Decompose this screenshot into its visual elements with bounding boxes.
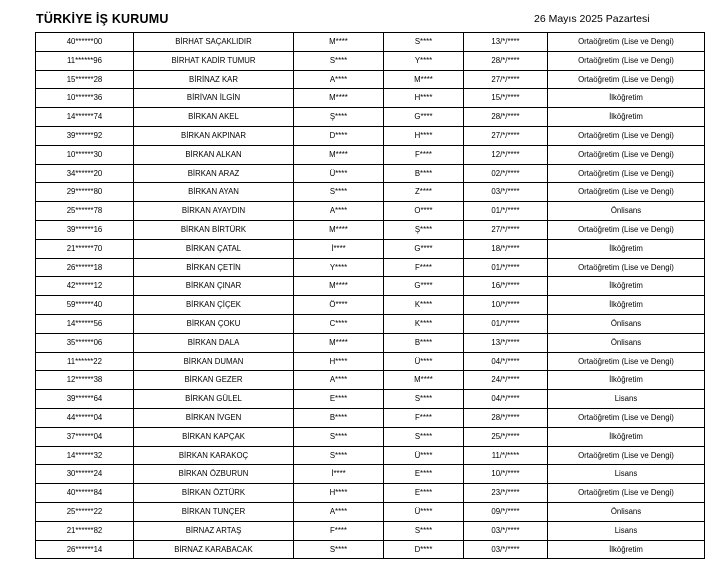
table-row <box>36 51 705 70</box>
education-cell: Ortaöğretim (Lise ve Dengi) <box>548 484 705 503</box>
birth-date-cell: 16/*/**** <box>464 277 548 296</box>
birth-date-cell: 25/*/**** <box>464 427 548 446</box>
birth-date-cell: 01/*/**** <box>464 258 548 277</box>
organization-title: TÜRKİYE İŞ KURUMU <box>36 12 169 26</box>
table-row <box>36 239 705 258</box>
birth-date-cell: 01/*/**** <box>464 314 548 333</box>
table-row <box>36 296 705 315</box>
full-name-cell: BİRKAN AKEL <box>134 108 294 127</box>
father-name-cell: M**** <box>384 371 464 390</box>
id-number-cell: 40******00 <box>36 33 134 52</box>
father-name-cell: F**** <box>384 258 464 277</box>
table-row <box>36 484 705 503</box>
full-name-cell: BİRKAN KARAKOÇ <box>134 446 294 465</box>
id-number-cell: 44******04 <box>36 408 134 427</box>
table-row <box>36 314 705 333</box>
birth-date-cell: 09/*/**** <box>464 502 548 521</box>
mother-name-cell: M**** <box>294 33 384 52</box>
father-name-cell: G**** <box>384 108 464 127</box>
mother-name-cell: İ**** <box>294 465 384 484</box>
father-name-cell: Ü**** <box>384 352 464 371</box>
id-number-cell: 40******84 <box>36 484 134 503</box>
full-name-cell: BİRKAN ÇETİN <box>134 258 294 277</box>
mother-name-cell: Ö**** <box>294 296 384 315</box>
birth-date-cell: 13/*/**** <box>464 333 548 352</box>
full-name-cell: BİRİNAZ KAR <box>134 70 294 89</box>
id-number-cell: 10******30 <box>36 145 134 164</box>
table-row <box>36 220 705 239</box>
full-name-cell: BİRNAZ KARABACAK <box>134 540 294 559</box>
full-name-cell: BİRKAN ÇATAL <box>134 239 294 258</box>
full-name-cell: BİRKAN ÇOKU <box>134 314 294 333</box>
id-number-cell: 14******56 <box>36 314 134 333</box>
mother-name-cell: A**** <box>294 70 384 89</box>
birth-date-cell: 03/*/**** <box>464 521 548 540</box>
table-row <box>36 333 705 352</box>
birth-date-cell: 10/*/**** <box>464 296 548 315</box>
father-name-cell: G**** <box>384 239 464 258</box>
father-name-cell: O**** <box>384 202 464 221</box>
education-cell: İlköğretim <box>548 427 705 446</box>
education-cell: İlköğretim <box>548 89 705 108</box>
birth-date-cell: 04/*/**** <box>464 352 548 371</box>
birth-date-cell: 10/*/**** <box>464 465 548 484</box>
id-number-cell: 39******16 <box>36 220 134 239</box>
education-cell: Ortaöğretim (Lise ve Dengi) <box>548 408 705 427</box>
id-number-cell: 10******36 <box>36 89 134 108</box>
mother-name-cell: S**** <box>294 427 384 446</box>
table-row <box>36 352 705 371</box>
table-row <box>36 145 705 164</box>
full-name-cell: BİRKAN BİRTÜRK <box>134 220 294 239</box>
id-number-cell: 30******24 <box>36 465 134 484</box>
full-name-cell: BİRKAN AYAYDIN <box>134 202 294 221</box>
id-number-cell: 29******80 <box>36 183 134 202</box>
full-name-cell: BİRKAN AYAN <box>134 183 294 202</box>
full-name-cell: BİRKAN TUNÇER <box>134 502 294 521</box>
mother-name-cell: İ**** <box>294 239 384 258</box>
education-cell: Önlisans <box>548 314 705 333</box>
birth-date-cell: 28/*/**** <box>464 408 548 427</box>
mother-name-cell: S**** <box>294 540 384 559</box>
id-number-cell: 59******40 <box>36 296 134 315</box>
birth-date-cell: 03/*/**** <box>464 540 548 559</box>
id-number-cell: 11******22 <box>36 352 134 371</box>
mother-name-cell: M**** <box>294 220 384 239</box>
father-name-cell: Ş**** <box>384 220 464 239</box>
mother-name-cell: M**** <box>294 89 384 108</box>
education-cell: Ortaöğretim (Lise ve Dengi) <box>548 164 705 183</box>
education-cell: Ortaöğretim (Lise ve Dengi) <box>548 352 705 371</box>
father-name-cell: S**** <box>384 521 464 540</box>
father-name-cell: M**** <box>384 70 464 89</box>
birth-date-cell: 02/*/**** <box>464 164 548 183</box>
education-cell: Lisans <box>548 465 705 484</box>
mother-name-cell: F**** <box>294 521 384 540</box>
education-cell: İlköğretim <box>548 540 705 559</box>
table-row <box>36 540 705 559</box>
father-name-cell: E**** <box>384 465 464 484</box>
table-row <box>36 465 705 484</box>
full-name-cell: BİRKAN KAPÇAK <box>134 427 294 446</box>
father-name-cell: D**** <box>384 540 464 559</box>
father-name-cell: G**** <box>384 277 464 296</box>
full-name-cell: BİRKAN İVGEN <box>134 408 294 427</box>
table-row <box>36 183 705 202</box>
mother-name-cell: Y**** <box>294 258 384 277</box>
mother-name-cell: C**** <box>294 314 384 333</box>
mother-name-cell: Ü**** <box>294 164 384 183</box>
id-number-cell: 15******28 <box>36 70 134 89</box>
full-name-cell: BİRKAN ÇINAR <box>134 277 294 296</box>
table-row <box>36 202 705 221</box>
father-name-cell: K**** <box>384 296 464 315</box>
mother-name-cell: H**** <box>294 484 384 503</box>
mother-name-cell: S**** <box>294 51 384 70</box>
page-header <box>0 0 720 32</box>
father-name-cell: S**** <box>384 390 464 409</box>
mother-name-cell: A**** <box>294 202 384 221</box>
full-name-cell: BİRKAN GEZER <box>134 371 294 390</box>
mother-name-cell: M**** <box>294 333 384 352</box>
birth-date-cell: 15/*/**** <box>464 89 548 108</box>
mother-name-cell: Ş**** <box>294 108 384 127</box>
father-name-cell: Ü**** <box>384 446 464 465</box>
mother-name-cell: M**** <box>294 277 384 296</box>
full-name-cell: BİRKAN DUMAN <box>134 352 294 371</box>
id-number-cell: 42******12 <box>36 277 134 296</box>
birth-date-cell: 28/*/**** <box>464 108 548 127</box>
education-cell: Önlisans <box>548 333 705 352</box>
full-name-cell: BİRKAN AKPINAR <box>134 126 294 145</box>
table-row <box>36 408 705 427</box>
father-name-cell: H**** <box>384 89 464 108</box>
id-number-cell: 21******82 <box>36 521 134 540</box>
birth-date-cell: 28/*/**** <box>464 51 548 70</box>
table-row <box>36 70 705 89</box>
birth-date-cell: 24/*/**** <box>464 371 548 390</box>
id-number-cell: 21******70 <box>36 239 134 258</box>
id-number-cell: 14******32 <box>36 446 134 465</box>
table-row <box>36 390 705 409</box>
table-row <box>36 521 705 540</box>
full-name-cell: BİRHAT KADİR TUMUR <box>134 51 294 70</box>
birth-date-cell: 12/*/**** <box>464 145 548 164</box>
mother-name-cell: D**** <box>294 126 384 145</box>
mother-name-cell: H**** <box>294 352 384 371</box>
father-name-cell: F**** <box>384 408 464 427</box>
education-cell: Ortaöğretim (Lise ve Dengi) <box>548 70 705 89</box>
table-row <box>36 164 705 183</box>
father-name-cell: F**** <box>384 145 464 164</box>
full-name-cell: BİRHAT SAÇAKLIDIR <box>134 33 294 52</box>
full-name-cell: BİRNAZ ARTAŞ <box>134 521 294 540</box>
education-cell: Ortaöğretim (Lise ve Dengi) <box>548 33 705 52</box>
birth-date-cell: 04/*/**** <box>464 390 548 409</box>
table-row <box>36 502 705 521</box>
birth-date-cell: 11/*/**** <box>464 446 548 465</box>
education-cell: Ortaöğretim (Lise ve Dengi) <box>548 51 705 70</box>
document-date: 26 Mayıs 2025 Pazartesi <box>534 13 650 25</box>
father-name-cell: S**** <box>384 427 464 446</box>
id-number-cell: 25******78 <box>36 202 134 221</box>
father-name-cell: S**** <box>384 33 464 52</box>
education-cell: Lisans <box>548 390 705 409</box>
full-name-cell: BİRKAN DALA <box>134 333 294 352</box>
birth-date-cell: 27/*/**** <box>464 126 548 145</box>
education-cell: Ortaöğretim (Lise ve Dengi) <box>548 258 705 277</box>
father-name-cell: Y**** <box>384 51 464 70</box>
birth-date-cell: 18/*/**** <box>464 239 548 258</box>
id-number-cell: 37******04 <box>36 427 134 446</box>
mother-name-cell: M**** <box>294 145 384 164</box>
table-row <box>36 89 705 108</box>
education-cell: Ortaöğretim (Lise ve Dengi) <box>548 220 705 239</box>
education-cell: Ortaöğretim (Lise ve Dengi) <box>548 126 705 145</box>
id-number-cell: 39******64 <box>36 390 134 409</box>
table-row <box>36 126 705 145</box>
birth-date-cell: 01/*/**** <box>464 202 548 221</box>
father-name-cell: Z**** <box>384 183 464 202</box>
education-cell: Önlisans <box>548 202 705 221</box>
table-row <box>36 371 705 390</box>
full-name-cell: BİRİVAN İLGİN <box>134 89 294 108</box>
father-name-cell: H**** <box>384 126 464 145</box>
father-name-cell: K**** <box>384 314 464 333</box>
father-name-cell: Ü**** <box>384 502 464 521</box>
birth-date-cell: 13/*/**** <box>464 33 548 52</box>
education-cell: Ortaöğretim (Lise ve Dengi) <box>548 145 705 164</box>
education-cell: İlköğretim <box>548 108 705 127</box>
id-number-cell: 34******20 <box>36 164 134 183</box>
education-cell: İlköğretim <box>548 239 705 258</box>
mother-name-cell: E**** <box>294 390 384 409</box>
id-number-cell: 11******96 <box>36 51 134 70</box>
table-row <box>36 277 705 296</box>
table-row <box>36 427 705 446</box>
education-cell: Lisans <box>548 521 705 540</box>
birth-date-cell: 03/*/**** <box>464 183 548 202</box>
mother-name-cell: B**** <box>294 408 384 427</box>
birth-date-cell: 27/*/**** <box>464 70 548 89</box>
full-name-cell: BİRKAN ÖZBURUN <box>134 465 294 484</box>
education-cell: İlköğretim <box>548 277 705 296</box>
table-row <box>36 258 705 277</box>
id-number-cell: 26******18 <box>36 258 134 277</box>
birth-date-cell: 27/*/**** <box>464 220 548 239</box>
id-number-cell: 12******38 <box>36 371 134 390</box>
mother-name-cell: A**** <box>294 502 384 521</box>
father-name-cell: E**** <box>384 484 464 503</box>
full-name-cell: BİRKAN ARAZ <box>134 164 294 183</box>
father-name-cell: B**** <box>384 333 464 352</box>
table-row <box>36 446 705 465</box>
education-cell: İlköğretim <box>548 296 705 315</box>
mother-name-cell: A**** <box>294 371 384 390</box>
id-number-cell: 39******92 <box>36 126 134 145</box>
full-name-cell: BİRKAN ÖZTÜRK <box>134 484 294 503</box>
education-cell: Ortaöğretim (Lise ve Dengi) <box>548 183 705 202</box>
mother-name-cell: S**** <box>294 446 384 465</box>
full-name-cell: BİRKAN ÇİÇEK <box>134 296 294 315</box>
full-name-cell: BİRKAN GÜLEL <box>134 390 294 409</box>
full-name-cell: BİRKAN ALKAN <box>134 145 294 164</box>
education-cell: Önlisans <box>548 502 705 521</box>
applicant-table <box>35 32 705 559</box>
table-row <box>36 33 705 52</box>
applicant-table-body <box>36 33 705 559</box>
birth-date-cell: 23/*/**** <box>464 484 548 503</box>
education-cell: Ortaöğretim (Lise ve Dengi) <box>548 446 705 465</box>
id-number-cell: 26******14 <box>36 540 134 559</box>
id-number-cell: 35******06 <box>36 333 134 352</box>
id-number-cell: 14******74 <box>36 108 134 127</box>
id-number-cell: 25******22 <box>36 502 134 521</box>
father-name-cell: B**** <box>384 164 464 183</box>
education-cell: İlköğretim <box>548 371 705 390</box>
table-row <box>36 108 705 127</box>
mother-name-cell: S**** <box>294 183 384 202</box>
